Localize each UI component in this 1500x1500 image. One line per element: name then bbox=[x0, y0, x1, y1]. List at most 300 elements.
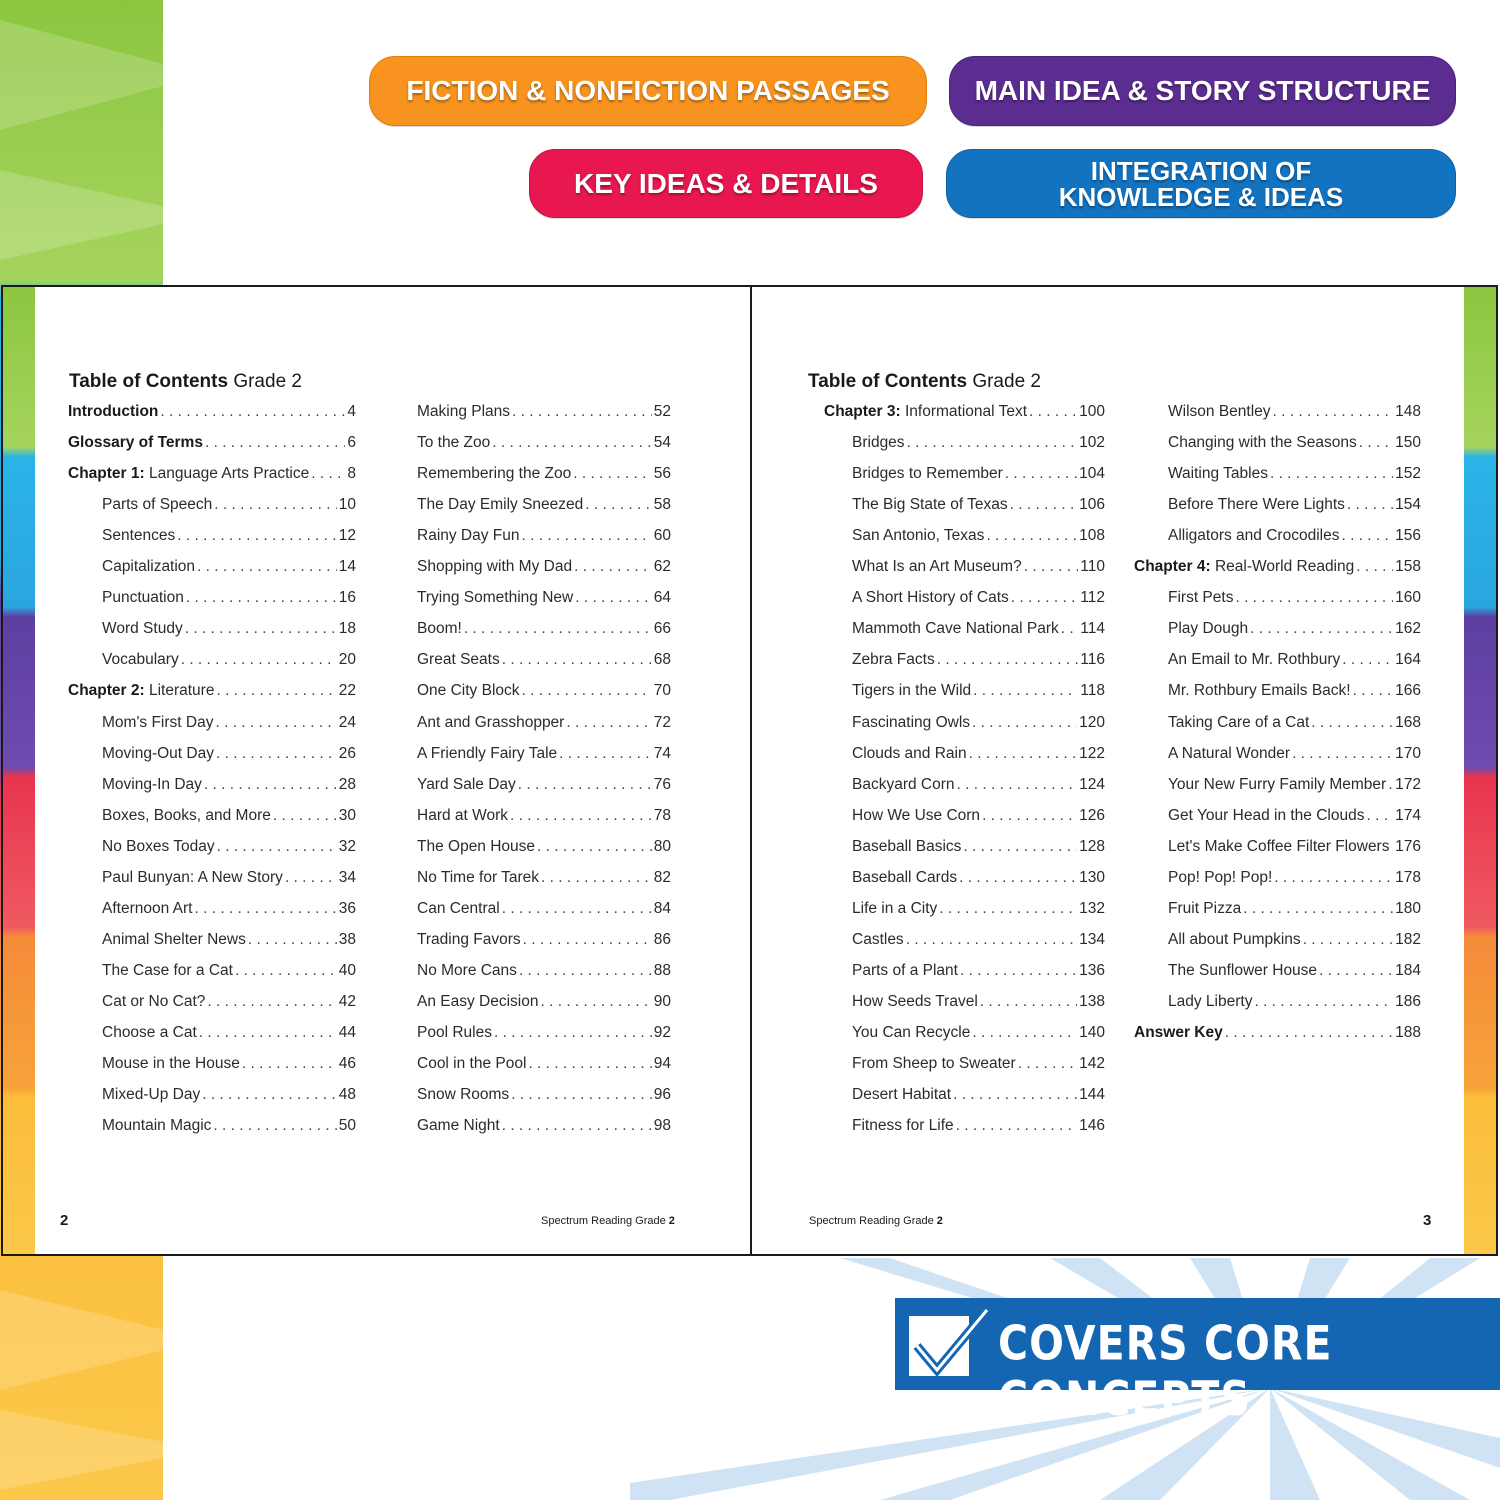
dot-leader bbox=[1359, 434, 1393, 452]
toc-entry-title: Desert Habitat bbox=[852, 1086, 952, 1104]
dot-leader bbox=[1292, 745, 1393, 763]
dot-leader bbox=[522, 682, 652, 700]
toc-entry bbox=[852, 807, 1105, 829]
dot-leader bbox=[1235, 589, 1393, 607]
toc-page-number: 62 bbox=[653, 558, 671, 576]
toc-page-number: 158 bbox=[1395, 558, 1421, 576]
dot-leader bbox=[285, 869, 337, 887]
toc-entry bbox=[417, 838, 671, 860]
toc-page-number: 120 bbox=[1079, 713, 1105, 731]
decorative-facet bbox=[0, 1290, 163, 1390]
toc-entry bbox=[417, 620, 671, 642]
toc-entry-title: Wilson Bentley bbox=[1168, 403, 1271, 420]
dot-leader bbox=[540, 993, 651, 1011]
dot-leader bbox=[1366, 807, 1393, 825]
toc-entry bbox=[102, 993, 356, 1015]
dot-leader bbox=[1356, 558, 1393, 576]
dot-leader bbox=[202, 1086, 337, 1104]
toc-entry bbox=[1168, 900, 1421, 922]
chapter-title: Language Arts Practice bbox=[144, 465, 310, 483]
toc-page-number: 118 bbox=[1080, 682, 1105, 700]
toc-entry-title: A Friendly Fairy Tale bbox=[417, 744, 558, 762]
dot-leader bbox=[953, 1086, 1077, 1104]
toc-entry-title bbox=[68, 465, 309, 483]
toc-entry-title: An Easy Decision bbox=[417, 992, 539, 1010]
toc-entry-title: Can Central bbox=[417, 899, 500, 917]
dot-leader bbox=[160, 403, 345, 421]
toc-page-number: 170 bbox=[1395, 744, 1421, 762]
dot-leader bbox=[1353, 682, 1394, 700]
dot-leader bbox=[1341, 527, 1393, 545]
chapter-label: Chapter 4: bbox=[1134, 558, 1211, 576]
toc-page-number: 100 bbox=[1079, 403, 1105, 420]
toc-page-number: 160 bbox=[1395, 589, 1421, 607]
toc-entry-title: Great Seats bbox=[417, 651, 500, 669]
toc-page-number: 108 bbox=[1079, 527, 1105, 545]
toc-entry-title: Rainy Day Fun bbox=[417, 527, 520, 545]
toc-entry-title: What Is an Art Museum? bbox=[852, 558, 1022, 576]
toc-entry bbox=[1168, 496, 1421, 518]
toc-entry-title: Game Night bbox=[417, 1117, 500, 1135]
toc-entry bbox=[417, 403, 671, 425]
toc-entry-title: Let's Make Coffee Filter Flowers bbox=[1168, 837, 1390, 855]
footer-grade: 2 bbox=[668, 1215, 675, 1227]
toc-entry-title: Glossary of Terms bbox=[68, 434, 203, 452]
toc-page-number: 80 bbox=[653, 837, 671, 855]
toc-entry-title: First Pets bbox=[1168, 589, 1234, 607]
dot-leader bbox=[980, 993, 1077, 1011]
toc-entry-title: Lady Liberty bbox=[1168, 992, 1253, 1010]
toc-entry-title bbox=[1134, 558, 1354, 576]
toc-entry-title: Bridges to Remember bbox=[852, 465, 1003, 483]
dot-leader bbox=[957, 776, 1078, 794]
toc-entry bbox=[102, 807, 356, 829]
toc-entry bbox=[852, 869, 1105, 891]
toc-entry bbox=[852, 1055, 1105, 1077]
toc-page-number: 96 bbox=[653, 1086, 671, 1104]
toc-entry bbox=[852, 776, 1105, 798]
toc-entry-title: Remembering the Zoo bbox=[417, 465, 572, 483]
toc-entry bbox=[1168, 651, 1421, 673]
toc-entry-title: Trying Something New bbox=[417, 589, 574, 607]
toc-entry-title: Parts of a Plant bbox=[852, 961, 958, 979]
toc-entry-title: Taking Care of a Cat bbox=[1168, 713, 1310, 731]
toc-entry bbox=[1168, 807, 1421, 829]
toc-page-number: 114 bbox=[1080, 620, 1105, 638]
toc-entry bbox=[1168, 620, 1421, 642]
toc-page-number: 8 bbox=[347, 465, 356, 483]
toc-entry bbox=[1168, 931, 1421, 953]
decorative-facet bbox=[0, 20, 163, 130]
toc-page-number: 38 bbox=[338, 930, 356, 948]
toc-page-number: 162 bbox=[1395, 620, 1421, 638]
toc-page-number: 148 bbox=[1395, 403, 1421, 420]
toc-entry-title: Cat or No Cat? bbox=[102, 992, 206, 1010]
dot-leader bbox=[1342, 651, 1393, 669]
dot-leader bbox=[1270, 465, 1393, 483]
toc-entry bbox=[417, 558, 671, 580]
toc-entry-title: No Boxes Today bbox=[102, 837, 215, 855]
toc-entry bbox=[1168, 838, 1421, 860]
page-gutter bbox=[750, 287, 752, 1254]
toc-entry-title: Mouse in the House bbox=[102, 1055, 240, 1073]
toc-entry-title: All about Pumpkins bbox=[1168, 930, 1301, 948]
toc-entry bbox=[852, 682, 1105, 704]
toc-entry-title: Backyard Corn bbox=[852, 775, 955, 793]
toc-entry bbox=[102, 1117, 356, 1139]
toc-page-number: 86 bbox=[653, 930, 671, 948]
dot-leader bbox=[537, 838, 652, 856]
toc-entry-title: Zebra Facts bbox=[852, 651, 935, 669]
toc-page-number: 42 bbox=[338, 992, 356, 1010]
dot-leader bbox=[523, 931, 652, 949]
book-spread bbox=[1, 285, 1498, 1256]
chapter-label: Chapter 2: bbox=[68, 682, 145, 700]
toc-page-number: 152 bbox=[1395, 465, 1421, 483]
toc-page-number: 186 bbox=[1395, 992, 1421, 1010]
toc-page-number: 146 bbox=[1079, 1117, 1105, 1135]
toc-page-number: 82 bbox=[653, 868, 671, 886]
toc-page-number: 166 bbox=[1395, 682, 1421, 700]
toc-entry-title: Waiting Tables bbox=[1168, 465, 1268, 483]
toc-entry bbox=[1168, 465, 1421, 487]
toc-entry-title: A Short History of Cats bbox=[852, 589, 1009, 607]
toc-entry-title: Mr. Rothbury Emails Back! bbox=[1168, 682, 1351, 700]
toc-entry bbox=[852, 900, 1105, 922]
toc-entry-title: Mom's First Day bbox=[102, 713, 214, 731]
toc-entry-title: Baseball Basics bbox=[852, 837, 962, 855]
toc-page-number: 72 bbox=[653, 713, 671, 731]
toc-page-number: 70 bbox=[653, 682, 671, 700]
toc-entry bbox=[417, 1024, 671, 1046]
toc-page-number: 110 bbox=[1080, 558, 1105, 576]
toc-entry bbox=[417, 807, 671, 829]
left-page-color-edge bbox=[3, 287, 35, 1254]
toc-entry-title: Making Plans bbox=[417, 403, 511, 420]
dot-leader bbox=[1391, 838, 1393, 856]
dot-leader bbox=[235, 962, 337, 980]
toc-page-number: 12 bbox=[338, 527, 356, 545]
toc-entry bbox=[852, 1024, 1105, 1046]
toc-page-number: 168 bbox=[1395, 713, 1421, 731]
toc-entry-title: Hard at Work bbox=[417, 806, 509, 824]
toc-page-number: 22 bbox=[338, 682, 356, 700]
toc-entry bbox=[68, 682, 356, 704]
badge-label-line1: INTEGRATION OF bbox=[1090, 155, 1312, 186]
dot-leader bbox=[185, 620, 337, 638]
dot-leader bbox=[972, 1024, 1077, 1042]
dot-leader bbox=[518, 776, 652, 794]
dot-leader bbox=[939, 900, 1077, 918]
toc-entry-title: Answer Key bbox=[1134, 1024, 1223, 1041]
toc-entry bbox=[1134, 558, 1421, 580]
toc-entry-title: Fascinating Owls bbox=[852, 713, 971, 731]
dot-leader bbox=[217, 838, 337, 856]
toc-page-number: 40 bbox=[338, 961, 356, 979]
toc-page-number: 64 bbox=[653, 589, 671, 607]
toc-page-number: 10 bbox=[338, 496, 356, 514]
toc-page-number: 102 bbox=[1079, 434, 1105, 452]
covers-core-concepts-banner bbox=[895, 1298, 1500, 1427]
dot-leader bbox=[1388, 776, 1393, 794]
toc-page-number: 156 bbox=[1395, 527, 1421, 545]
toc-entry bbox=[852, 589, 1105, 611]
toc-page-number: 112 bbox=[1080, 589, 1105, 607]
toc-entry-title: You Can Recycle bbox=[852, 1024, 971, 1041]
toc-entry bbox=[852, 465, 1105, 487]
title-rest: Grade 2 bbox=[967, 371, 1041, 392]
toc-page-number: 116 bbox=[1080, 651, 1105, 669]
toc-page-number: 24 bbox=[338, 713, 356, 731]
toc-entry bbox=[417, 465, 671, 487]
toc-entry-title: Life in a City bbox=[852, 899, 938, 917]
toc-page-number: 154 bbox=[1395, 496, 1421, 514]
dot-leader bbox=[574, 558, 652, 576]
toc-entry bbox=[1168, 776, 1421, 798]
toc-entry-title: Mixed-Up Day bbox=[102, 1086, 201, 1104]
toc-entry-title: Get Your Head in the Clouds bbox=[1168, 806, 1365, 824]
chapter-label: Chapter 1: bbox=[68, 465, 145, 483]
dot-leader bbox=[492, 434, 652, 452]
dot-leader bbox=[311, 465, 345, 483]
toc-page-number: 36 bbox=[338, 899, 356, 917]
toc-page-number: 184 bbox=[1395, 961, 1421, 979]
dot-leader bbox=[204, 776, 337, 794]
toc-entry-title: Mammoth Cave National Park bbox=[852, 620, 1059, 638]
dot-leader bbox=[512, 403, 652, 421]
toc-page-number: 132 bbox=[1079, 899, 1105, 917]
dot-leader bbox=[566, 714, 651, 732]
toc-entry bbox=[102, 838, 356, 860]
dot-leader bbox=[907, 434, 1078, 452]
toc-page-number: 124 bbox=[1079, 775, 1105, 793]
dot-leader bbox=[194, 900, 336, 918]
toc-page-number: 58 bbox=[653, 496, 671, 514]
toc-page-number: 130 bbox=[1079, 868, 1105, 886]
toc-page-number: 174 bbox=[1395, 806, 1421, 824]
dot-leader bbox=[1254, 993, 1393, 1011]
toc-page-number: 144 bbox=[1079, 1086, 1105, 1104]
toc-entry-title: No More Cans bbox=[417, 961, 517, 979]
toc-entry bbox=[417, 714, 671, 736]
toc-page-number: 136 bbox=[1079, 961, 1105, 979]
toc-entry bbox=[102, 714, 356, 736]
toc-page-number: 182 bbox=[1395, 930, 1421, 948]
toc-page-number: 150 bbox=[1395, 434, 1421, 452]
toc-entry bbox=[1134, 1024, 1421, 1046]
dot-leader bbox=[1029, 403, 1077, 421]
toc-page-number: 20 bbox=[338, 651, 356, 669]
toc-entry-title: Vocabulary bbox=[102, 651, 179, 669]
toc-entry-title: Mountain Magic bbox=[102, 1117, 212, 1135]
toc-entry bbox=[1168, 962, 1421, 984]
toc-entry bbox=[1168, 745, 1421, 767]
toc-entry-title: The Open House bbox=[417, 837, 536, 855]
toc-page-number: 90 bbox=[653, 992, 671, 1010]
toc-entry-title: Pool Rules bbox=[417, 1024, 492, 1041]
toc-entry bbox=[102, 496, 356, 518]
dot-leader bbox=[986, 527, 1077, 545]
toc-entry bbox=[852, 558, 1105, 580]
toc-entry bbox=[102, 869, 356, 891]
toc-page-number: 78 bbox=[653, 806, 671, 824]
toc-entry-title: A Natural Wonder bbox=[1168, 744, 1291, 762]
toc-entry bbox=[417, 589, 671, 611]
toc-page-number: 94 bbox=[653, 1055, 671, 1073]
toc-entry-title: Sentences bbox=[102, 527, 176, 545]
toc-page-number: 68 bbox=[653, 651, 671, 669]
dot-leader bbox=[1225, 1024, 1393, 1042]
toc-entry bbox=[1168, 993, 1421, 1015]
toc-entry-title: Capitalization bbox=[102, 558, 196, 576]
dot-leader bbox=[248, 931, 337, 949]
toc-entry-title: Pop! Pop! Pop! bbox=[1168, 868, 1273, 886]
toc-entry bbox=[102, 931, 356, 953]
dot-leader bbox=[956, 1117, 1077, 1135]
toc-entry bbox=[417, 434, 671, 456]
toc-page-number: 50 bbox=[338, 1117, 356, 1135]
dot-leader bbox=[937, 651, 1079, 669]
chapter-title: Informational Text bbox=[900, 403, 1028, 420]
toc-entry-title: The Big State of Texas bbox=[852, 496, 1008, 514]
dot-leader bbox=[585, 496, 651, 514]
toc-entry bbox=[1168, 869, 1421, 891]
toc-entry-title: Baseball Cards bbox=[852, 868, 958, 886]
decorative-facet bbox=[0, 1410, 163, 1490]
dot-leader bbox=[559, 745, 652, 763]
toc-entry-title: Animal Shelter News bbox=[102, 930, 246, 948]
toc-entry-title: How Seeds Travel bbox=[852, 992, 978, 1010]
fiction-nonfiction-badge bbox=[369, 56, 927, 126]
toc-entry-title: The Day Emily Sneezed bbox=[417, 496, 584, 514]
dot-leader bbox=[960, 962, 1077, 980]
toc-entry bbox=[417, 496, 671, 518]
toc-page-number: 84 bbox=[653, 899, 671, 917]
toc-page-number: 138 bbox=[1079, 992, 1105, 1010]
toc-entry-title: Paul Bunyan: A New Story bbox=[102, 868, 283, 886]
chapter-title: Real-World Reading bbox=[1210, 558, 1355, 576]
main-idea-badge bbox=[949, 56, 1456, 126]
toc-page-number: 4 bbox=[347, 403, 356, 420]
badge-label-line2: KNOWLEDGE & IDEAS bbox=[1058, 181, 1344, 212]
toc-entry-title: Parts of Speech bbox=[102, 496, 213, 514]
toc-entry bbox=[417, 1055, 671, 1077]
dot-leader bbox=[186, 589, 337, 607]
toc-entry bbox=[1168, 682, 1421, 704]
dot-leader bbox=[1347, 496, 1393, 514]
banner-text: COVERS CORE CONCEPTS bbox=[998, 1316, 1333, 1427]
toc-entry-title: How We Use Corn bbox=[852, 806, 981, 824]
toc-entry bbox=[852, 838, 1105, 860]
dot-leader bbox=[1024, 558, 1079, 576]
toc-entry-title: An Email to Mr. Rothbury bbox=[1168, 651, 1341, 669]
dot-leader bbox=[963, 838, 1077, 856]
toc-entry bbox=[102, 1024, 356, 1046]
toc-page-number: 122 bbox=[1079, 744, 1105, 762]
toc-entry-title: Alligators and Crocodiles bbox=[1168, 527, 1340, 545]
page-footer bbox=[809, 1215, 943, 1227]
toc-page-number: 74 bbox=[653, 744, 671, 762]
toc-page-number: 164 bbox=[1395, 651, 1421, 669]
toc-entry bbox=[68, 434, 356, 456]
toc-entry-title: Clouds and Rain bbox=[852, 744, 967, 762]
dot-leader bbox=[216, 682, 336, 700]
toc-entry-title: Tigers in the Wild bbox=[852, 682, 972, 700]
chapter-label: Chapter 3: bbox=[824, 403, 901, 420]
dot-leader bbox=[522, 527, 652, 545]
toc-page-number: 54 bbox=[653, 434, 671, 452]
toc-page-number: 14 bbox=[338, 558, 356, 576]
toc-page-number: 142 bbox=[1079, 1055, 1105, 1073]
chapter-title: Literature bbox=[144, 682, 215, 700]
toc-entry bbox=[417, 869, 671, 891]
toc-entry-title bbox=[68, 682, 214, 700]
toc-page-number: 26 bbox=[338, 744, 356, 762]
toc-page-number: 60 bbox=[653, 527, 671, 545]
toc-entry bbox=[852, 931, 1105, 953]
toc-entry-title: Moving-Out Day bbox=[102, 744, 214, 762]
toc-entry bbox=[852, 1086, 1105, 1108]
dot-leader bbox=[1018, 1055, 1077, 1073]
dot-leader bbox=[528, 1055, 651, 1073]
dot-leader bbox=[199, 1024, 337, 1042]
page-footer bbox=[541, 1215, 675, 1227]
dot-leader bbox=[973, 682, 1078, 700]
toc-entry bbox=[824, 403, 1105, 425]
toc-page-number: 76 bbox=[653, 775, 671, 793]
badge-label: MAIN IDEA & STORY STRUCTURE bbox=[974, 75, 1431, 106]
dot-leader bbox=[494, 1024, 652, 1042]
toc-page-number: 104 bbox=[1079, 465, 1105, 483]
toc-entry bbox=[852, 993, 1105, 1015]
dot-leader bbox=[502, 651, 652, 669]
decorative-facet bbox=[0, 170, 163, 260]
dot-leader bbox=[213, 1117, 336, 1135]
dot-leader bbox=[215, 714, 336, 732]
badge-label: KEY IDEAS & DETAILS bbox=[574, 167, 878, 199]
dot-leader bbox=[1061, 620, 1079, 638]
toc-entry-title: Punctuation bbox=[102, 589, 184, 607]
toc-entry bbox=[102, 589, 356, 611]
dot-leader bbox=[1311, 714, 1393, 732]
left-page-title bbox=[69, 371, 302, 393]
toc-entry-title: Your New Furry Family Member bbox=[1168, 775, 1387, 793]
dot-leader bbox=[575, 589, 652, 607]
toc-entry-title: Introduction bbox=[68, 403, 159, 420]
toc-entry bbox=[852, 620, 1105, 642]
toc-entry bbox=[1168, 527, 1421, 549]
toc-entry bbox=[102, 745, 356, 767]
toc-entry bbox=[852, 651, 1105, 673]
toc-page-number: 46 bbox=[338, 1055, 356, 1073]
toc-page-number: 52 bbox=[653, 403, 671, 420]
toc-entry-title: San Antonio, Texas bbox=[852, 527, 985, 545]
toc-page-number: 28 bbox=[338, 775, 356, 793]
toc-entry-title: Shopping with My Dad bbox=[417, 558, 573, 576]
dot-leader bbox=[573, 465, 652, 483]
toc-page-number: 48 bbox=[338, 1086, 356, 1104]
dot-leader bbox=[1303, 931, 1393, 949]
toc-entry bbox=[852, 496, 1105, 518]
toc-entry-title: Snow Rooms bbox=[417, 1086, 510, 1104]
toc-entry-title: One City Block bbox=[417, 682, 520, 700]
toc-entry-title: Cool in the Pool bbox=[417, 1055, 527, 1073]
checkmark-icon bbox=[903, 1304, 993, 1384]
toc-page-number: 30 bbox=[338, 806, 356, 824]
dot-leader bbox=[177, 527, 337, 545]
dot-leader bbox=[502, 900, 652, 918]
toc-entry-title: Trading Favors bbox=[417, 930, 521, 948]
